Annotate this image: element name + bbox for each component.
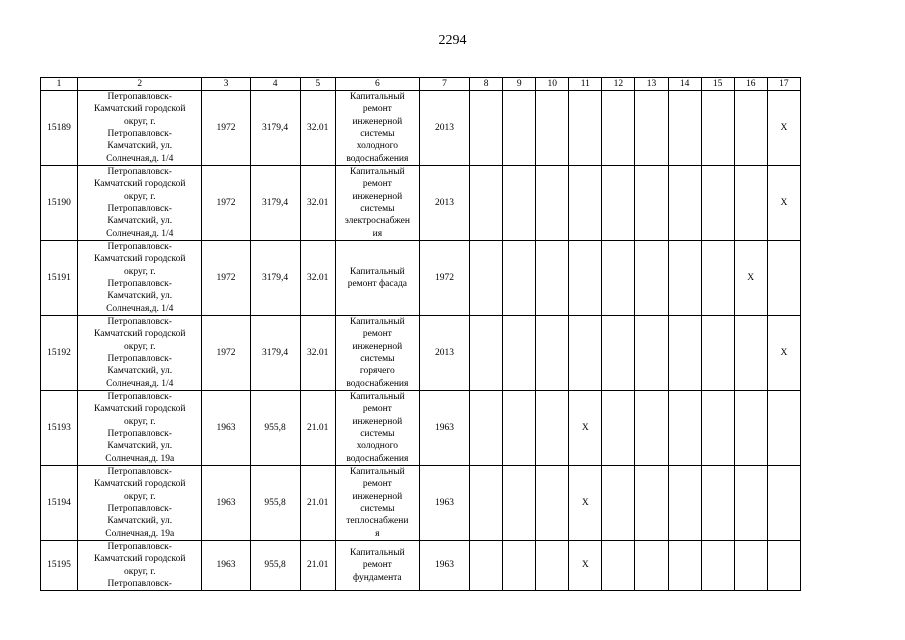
table-row: [41, 316, 801, 391]
area-cell: 3179,4: [250, 241, 300, 316]
year-cell: 1972: [202, 316, 250, 391]
table-row: [41, 241, 801, 316]
table-row: [41, 391, 801, 466]
col10-cell: [536, 541, 569, 591]
year-cell: 1972: [202, 91, 250, 166]
area-cell: 3179,4: [250, 91, 300, 166]
column-header: 16: [734, 78, 767, 91]
area-cell: 955,8: [250, 466, 300, 541]
col13-cell: [635, 466, 668, 541]
col13-cell: [635, 391, 668, 466]
plan-year-cell: 2013: [419, 316, 469, 391]
col15-cell: [701, 91, 734, 166]
plan-year-cell: 1963: [419, 466, 469, 541]
col9-cell: [503, 241, 536, 316]
year-cell: 1972: [202, 166, 250, 241]
col16-cell: [734, 466, 767, 541]
column-header: 4: [250, 78, 300, 91]
col14-cell: [668, 541, 701, 591]
col8-cell: [470, 391, 503, 466]
col8-cell: [470, 541, 503, 591]
code-cell: 32.01: [300, 316, 335, 391]
plan-year-cell: 2013: [419, 166, 469, 241]
year-cell: 1972: [202, 241, 250, 316]
column-header: 12: [602, 78, 635, 91]
column-header: 5: [300, 78, 335, 91]
code-cell: 21.01: [300, 541, 335, 591]
row-id: 15193: [41, 391, 78, 466]
col11-cell: [569, 166, 602, 241]
column-header: 2: [78, 78, 202, 91]
code-cell: 21.01: [300, 466, 335, 541]
address-cell: Петропавловск- Камчатский городской округ, г. Петропавловск- Камчатский, ул. Солнечная,д. 1/4: [78, 241, 202, 316]
col10-cell: [536, 466, 569, 541]
col8-cell: [470, 466, 503, 541]
col12-cell: [602, 466, 635, 541]
col8-cell: [470, 91, 503, 166]
table-row: [41, 541, 801, 591]
registry-table: [40, 77, 801, 591]
code-cell: 32.01: [300, 166, 335, 241]
year-cell: 1963: [202, 466, 250, 541]
col11-cell: X: [569, 466, 602, 541]
col13-cell: [635, 91, 668, 166]
row-id: 15189: [41, 91, 78, 166]
col14-cell: [668, 241, 701, 316]
col9-cell: [503, 541, 536, 591]
col11-cell: X: [569, 391, 602, 466]
address-cell: Петропавловск- Камчатский городской округ, г. Петропавловск-: [78, 541, 202, 591]
row-id: 15190: [41, 166, 78, 241]
plan-year-cell: 1963: [419, 391, 469, 466]
col15-cell: [701, 541, 734, 591]
col9-cell: [503, 166, 536, 241]
table-row: [41, 466, 801, 541]
col9-cell: [503, 316, 536, 391]
col16-cell: [734, 541, 767, 591]
column-header: 7: [419, 78, 469, 91]
col15-cell: [701, 391, 734, 466]
column-header: 17: [767, 78, 800, 91]
address-cell: Петропавловск- Камчатский городской округ, г. Петропавловск- Камчатский, ул. Солнечная,д. 1/4: [78, 91, 202, 166]
col12-cell: [602, 166, 635, 241]
col14-cell: [668, 316, 701, 391]
column-header: 6: [335, 78, 419, 91]
column-header: 13: [635, 78, 668, 91]
plan-year-cell: 2013: [419, 91, 469, 166]
work-type-cell: Капитальный ремонт инженерной системы холодного водоснабжения: [335, 391, 419, 466]
plan-year-cell: 1972: [419, 241, 469, 316]
col15-cell: [701, 241, 734, 316]
col13-cell: [635, 241, 668, 316]
col10-cell: [536, 241, 569, 316]
col10-cell: [536, 91, 569, 166]
address-cell: Петропавловск- Камчатский городской округ, г. Петропавловск- Камчатский, ул. Солнечная,д. 1/4: [78, 166, 202, 241]
col17-cell: [767, 391, 800, 466]
col16-cell: [734, 91, 767, 166]
work-type-cell: Капитальный ремонт инженерной системы горячего водоснабжения: [335, 316, 419, 391]
table-row: [41, 91, 801, 166]
header-row: [41, 78, 801, 91]
col13-cell: [635, 166, 668, 241]
col14-cell: [668, 391, 701, 466]
col17-cell: X: [767, 91, 800, 166]
address-cell: Петропавловск- Камчатский городской округ, г. Петропавловск- Камчатский, ул. Солнечная,д. 19а: [78, 391, 202, 466]
work-type-cell: Капитальный ремонт инженерной системы теплоснабжени я: [335, 466, 419, 541]
col12-cell: [602, 91, 635, 166]
col14-cell: [668, 466, 701, 541]
col12-cell: [602, 316, 635, 391]
year-cell: 1963: [202, 541, 250, 591]
col11-cell: X: [569, 541, 602, 591]
work-type-cell: Капитальный ремонт фасада: [335, 241, 419, 316]
col14-cell: [668, 91, 701, 166]
address-cell: Петропавловск- Камчатский городской округ, г. Петропавловск- Камчатский, ул. Солнечная,д. 1/4: [78, 316, 202, 391]
col13-cell: [635, 541, 668, 591]
area-cell: 3179,4: [250, 166, 300, 241]
col8-cell: [470, 166, 503, 241]
col10-cell: [536, 391, 569, 466]
col8-cell: [470, 316, 503, 391]
col15-cell: [701, 166, 734, 241]
area-cell: 955,8: [250, 541, 300, 591]
column-header: 8: [470, 78, 503, 91]
column-header: 11: [569, 78, 602, 91]
area-cell: 3179,4: [250, 316, 300, 391]
column-header: 3: [202, 78, 250, 91]
address-cell: Петропавловск- Камчатский городской округ, г. Петропавловск- Камчатский, ул. Солнечная,д. 19а: [78, 466, 202, 541]
work-type-cell: Капитальный ремонт фундамента: [335, 541, 419, 591]
col16-cell: [734, 166, 767, 241]
col9-cell: [503, 91, 536, 166]
col17-cell: X: [767, 166, 800, 241]
code-cell: 32.01: [300, 91, 335, 166]
column-header: 14: [668, 78, 701, 91]
col17-cell: [767, 541, 800, 591]
column-header: 10: [536, 78, 569, 91]
work-type-cell: Капитальный ремонт инженерной системы электроснабжен ия: [335, 166, 419, 241]
column-header: 1: [41, 78, 78, 91]
col14-cell: [668, 166, 701, 241]
page-number: 2294: [438, 33, 467, 48]
row-id: 15191: [41, 241, 78, 316]
col16-cell: [734, 391, 767, 466]
row-id: 15195: [41, 541, 78, 591]
work-type-cell: Капитальный ремонт инженерной системы холодного водоснабжения: [335, 91, 419, 166]
col9-cell: [503, 391, 536, 466]
col10-cell: [536, 166, 569, 241]
row-id: 15192: [41, 316, 78, 391]
col11-cell: [569, 316, 602, 391]
col8-cell: [470, 241, 503, 316]
col17-cell: X: [767, 316, 800, 391]
col13-cell: [635, 316, 668, 391]
col11-cell: [569, 241, 602, 316]
col11-cell: [569, 91, 602, 166]
col12-cell: [602, 541, 635, 591]
col15-cell: [701, 466, 734, 541]
plan-year-cell: 1963: [419, 541, 469, 591]
column-header: 15: [701, 78, 734, 91]
col17-cell: [767, 466, 800, 541]
col15-cell: [701, 316, 734, 391]
code-cell: 21.01: [300, 391, 335, 466]
col9-cell: [503, 466, 536, 541]
column-header: 9: [503, 78, 536, 91]
col12-cell: [602, 241, 635, 316]
col12-cell: [602, 391, 635, 466]
code-cell: 32.01: [300, 241, 335, 316]
col16-cell: X: [734, 241, 767, 316]
year-cell: 1963: [202, 391, 250, 466]
table-row: [41, 166, 801, 241]
row-id: 15194: [41, 466, 78, 541]
col16-cell: [734, 316, 767, 391]
area-cell: 955,8: [250, 391, 300, 466]
col10-cell: [536, 316, 569, 391]
col17-cell: [767, 241, 800, 316]
